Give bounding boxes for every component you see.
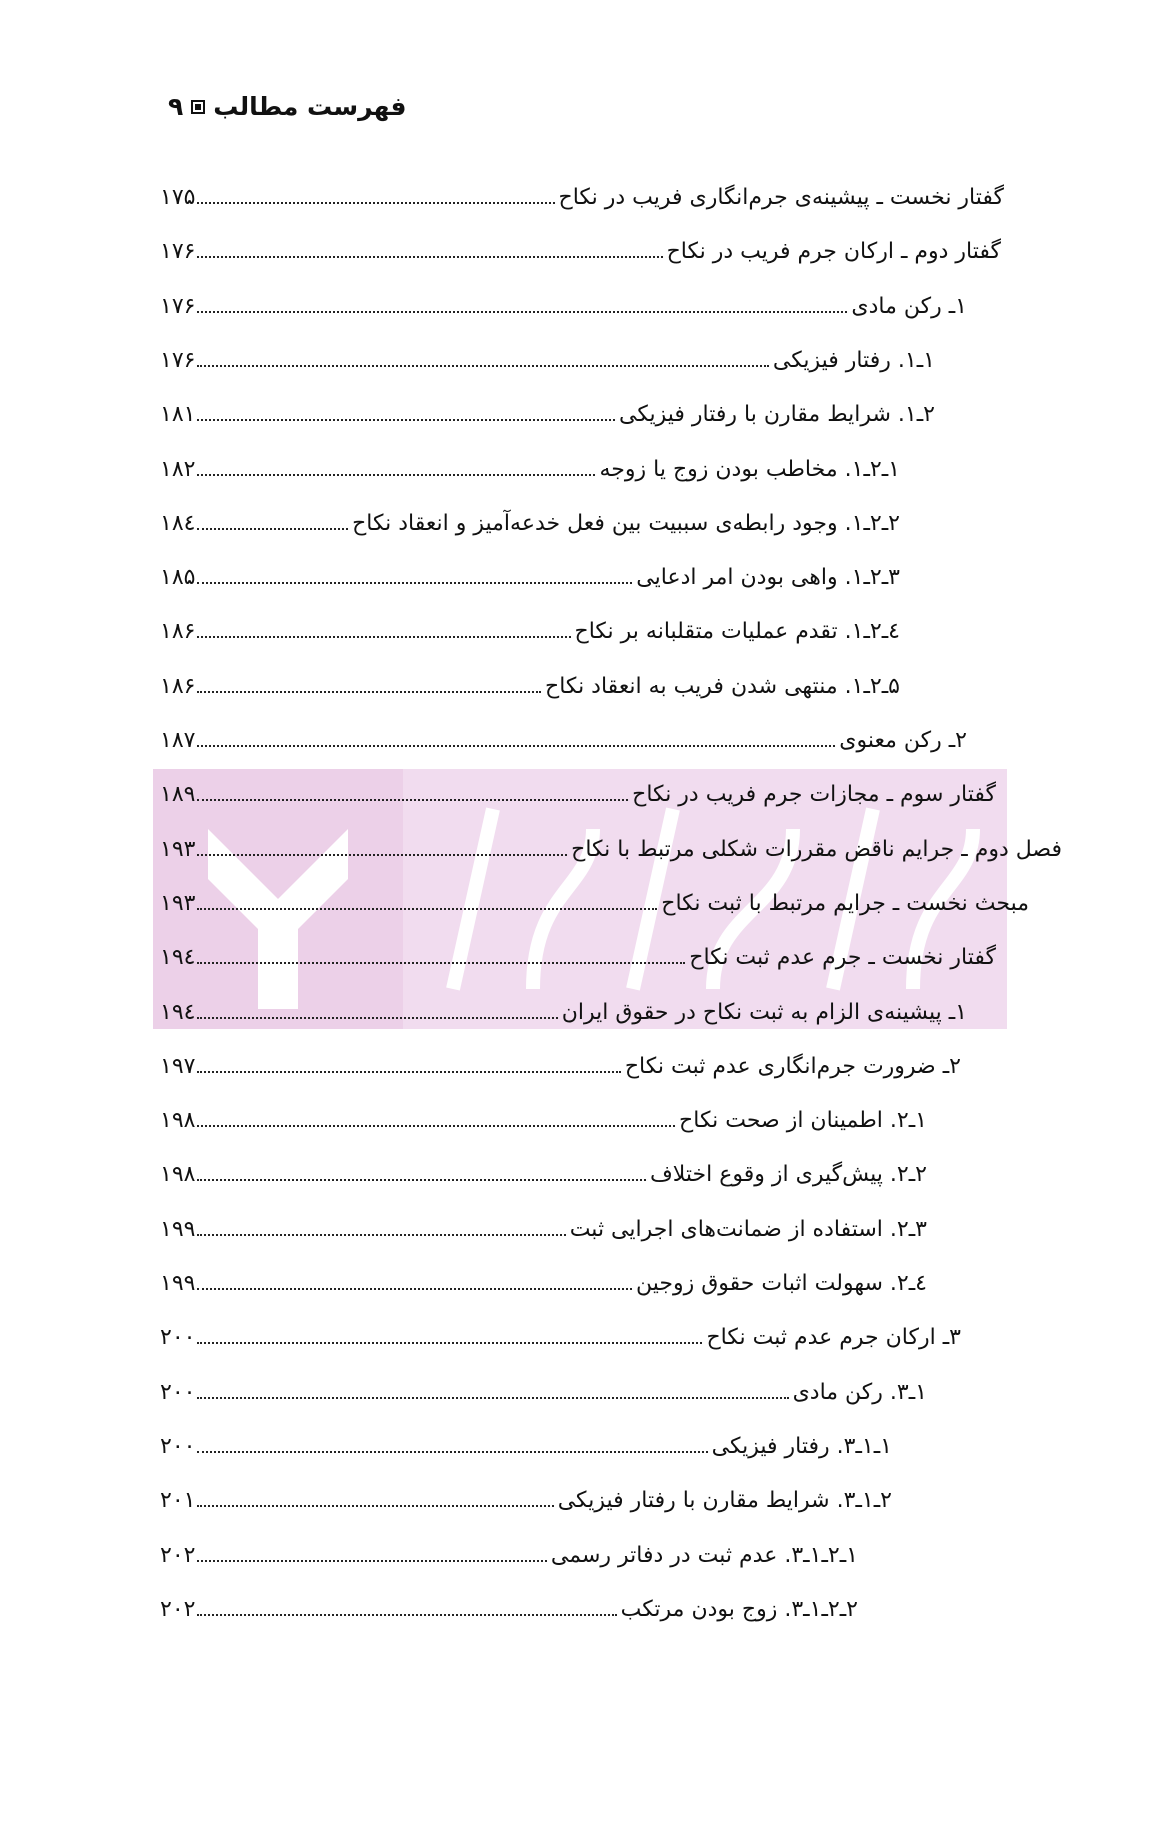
toc-entry-page: ۱۹۸: [160, 1108, 196, 1134]
toc-entry-title: ۱ـ رکن مادی: [851, 293, 967, 319]
toc-entry[interactable]: [160, 991, 967, 1025]
toc-entry[interactable]: [160, 1534, 858, 1568]
toc-entry[interactable]: [160, 448, 900, 482]
dot-leader: [197, 962, 685, 964]
toc-entry-title: مبحث نخست ـ جرایم مرتبط با ثبت نکاح: [661, 890, 1029, 916]
dot-leader: [197, 1071, 620, 1073]
dot-leader: [197, 1560, 546, 1562]
toc-entry[interactable]: [160, 1045, 961, 1079]
toc-entry[interactable]: [160, 1425, 892, 1459]
toc-entry[interactable]: [160, 882, 1029, 916]
toc-entry[interactable]: [160, 1479, 892, 1513]
dot-leader: [197, 1614, 616, 1616]
dot-leader: [197, 1017, 557, 1019]
toc-entry[interactable]: [160, 230, 1001, 264]
toc-entry-title: فصل دوم ـ جرایم ناقض مقررات شکلی مرتبط با نکاح: [571, 836, 1062, 862]
toc-entry-title: ۲ـ۲ـ۱. وجود رابطه‌ی سببیت بین فعل خدعه‌آمیز و انعقاد نکاح: [352, 510, 900, 536]
toc-entry-title: ٤ـ۲ـ۱. تقدم عملیات متقلبانه بر نکاح: [574, 619, 900, 645]
toc-entry-title: ۳ـ ارکان جرم عدم ثبت نکاح: [706, 1325, 961, 1351]
toc-entry-title: ۲ـ۲. پیش‌گیری از وقوع اختلاف: [649, 1162, 927, 1188]
header-title: فهرست مطالب: [213, 92, 407, 121]
toc-entry-page: ۱۹۳: [160, 836, 196, 862]
toc-entry[interactable]: [160, 828, 1062, 862]
dot-leader: [197, 528, 348, 530]
toc-entry-page: ۱۷۵: [160, 185, 196, 210]
dot-leader: [197, 582, 632, 584]
toc-entry-title: ۱ـ۲. اطمینان از صحت نکاح: [679, 1108, 927, 1134]
toc-entry-page: ۱۸۶: [160, 619, 196, 645]
toc-entry-title: ۲ـ رکن معنوی: [839, 728, 967, 753]
toc-entry[interactable]: [160, 1588, 858, 1622]
toc-entry-title: گفتار نخست ـ پیشینه‌ی جرم‌انگاری فریب در نکاح: [558, 185, 1004, 210]
toc-entry-page: ۱۸۹: [160, 782, 196, 808]
toc-entry[interactable]: [160, 176, 1004, 210]
toc-entry[interactable]: [160, 1371, 927, 1405]
dot-leader: [197, 419, 615, 421]
toc-entry[interactable]: [160, 1099, 927, 1133]
toc-entry[interactable]: [160, 936, 996, 970]
toc-entry-page: ۱۹۸: [160, 1162, 196, 1188]
toc-entry-title: ۱ـ پیشینه‌ی الزام به ثبت نکاح در حقوق ایران: [561, 999, 967, 1025]
toc-entry[interactable]: [160, 393, 935, 427]
page-number: ۹: [168, 92, 184, 121]
toc-entry-page: ۱۷۶: [160, 293, 196, 319]
toc-entry[interactable]: [160, 1208, 927, 1242]
dot-leader: [197, 745, 835, 747]
dot-leader: [197, 256, 662, 258]
dot-leader: [197, 365, 768, 367]
toc-entry-page: ۱۸۷: [160, 728, 196, 753]
toc-entry-title: ۱ـ۲ـ۱. مخاطب بودن زوج یا زوجه: [599, 456, 900, 482]
toc-entry-title: ۲ـ ضرورت جرم‌انگاری عدم ثبت نکاح: [624, 1053, 961, 1079]
toc-entry-title: ۱ـ۱. رفتار فیزیکی: [772, 347, 935, 373]
toc-entry[interactable]: [160, 665, 900, 699]
toc-entry-page: ۲۰۰: [160, 1433, 196, 1459]
toc-entry-title: گفتار نخست ـ جرم عدم ثبت نکاح: [689, 945, 996, 971]
toc-entry-page: ۱۹۳: [160, 890, 196, 916]
dot-leader: [197, 311, 847, 313]
toc-entry-title: ۲ـ۱. شرایط مقارن با رفتار فیزیکی: [619, 402, 935, 428]
toc-entry-page: ۱۸۵: [160, 565, 196, 591]
dot-leader: [197, 202, 554, 204]
toc-entry-title: ۱ـ۱ـ۳. رفتار فیزیکی: [711, 1433, 892, 1459]
toc-entry-page: ۱۸٤: [160, 510, 196, 536]
toc-entry-page: ۲۰۰: [160, 1379, 196, 1405]
dot-leader: [197, 854, 567, 856]
toc-entry[interactable]: [160, 1262, 927, 1296]
dot-leader: [197, 1179, 646, 1181]
toc-entry-title: گفتار دوم ـ ارکان جرم فریب در نکاح: [666, 239, 1001, 265]
toc-entry-page: ۱۹۷: [160, 1053, 196, 1079]
toc-entry-title: ۲ـ۱ـ۳. شرایط مقارن با رفتار فیزیکی: [557, 1488, 892, 1514]
toc-entry-page: ۲۰۲: [160, 1542, 196, 1568]
toc-entry-title: ۱ـ۲ـ۱ـ۳. عدم ثبت در دفاتر رسمی: [550, 1542, 858, 1568]
toc-entry[interactable]: [160, 1153, 927, 1187]
toc-entry-title: ۳ـ۲ـ۱. واهی بودن امر ادعایی: [636, 565, 900, 591]
toc-entry-page: ۱۸۱: [160, 402, 196, 428]
toc-entry-title: گفتار سوم ـ مجازات جرم فریب در نکاح: [632, 782, 996, 808]
toc-entry-page: ۱۹٤: [160, 999, 196, 1025]
toc-entry-page: ۱۹۹: [160, 1271, 196, 1296]
toc-entry[interactable]: [160, 610, 900, 644]
dot-leader: [197, 474, 595, 476]
page-header: [168, 92, 407, 121]
toc-entry[interactable]: [160, 719, 967, 753]
toc-entry-page: ۲۰۲: [160, 1596, 196, 1622]
toc-entry[interactable]: [160, 339, 935, 373]
toc-entry-title: ۱ـ۳. رکن مادی: [792, 1379, 927, 1405]
toc-entry-title: ۲ـ۲ـ۱ـ۳. زوج بودن مرتکب: [620, 1596, 858, 1622]
dot-leader: [197, 1342, 702, 1344]
toc-entry-title: ۳ـ۲. استفاده از ضمانت‌های اجرایی ثبت: [569, 1216, 927, 1242]
dot-leader: [197, 1288, 632, 1290]
toc-entry-page: ۲۰۰: [160, 1325, 196, 1351]
toc-entry-page: ۱۹٤: [160, 945, 196, 971]
toc-entry-page: ۱۷۶: [160, 347, 196, 373]
dot-leader: [197, 691, 541, 693]
toc-entry[interactable]: [160, 556, 900, 590]
toc-entry-title: ۵ـ۲ـ۱. منتهی شدن فریب به انعقاد نکاح: [545, 673, 900, 699]
toc-entry-page: ۱۷۶: [160, 239, 196, 265]
dot-leader: [197, 908, 657, 910]
toc-entry-page: ۲۰۱: [160, 1488, 196, 1514]
toc-entry-title: ٤ـ۲. سهولت اثبات حقوق زوجین: [635, 1271, 927, 1296]
dot-leader: [197, 799, 628, 801]
toc-entry-page: ۱۸۲: [160, 456, 196, 482]
dot-leader: [197, 636, 570, 638]
dot-leader: [197, 1234, 565, 1236]
dot-leader: [197, 1125, 675, 1127]
toc-entry-page: ۱۸۶: [160, 673, 196, 699]
toc-entry-page: ۱۹۹: [160, 1216, 196, 1242]
square-bullet-icon: [191, 100, 205, 114]
toc-entry[interactable]: [160, 1316, 961, 1350]
toc-entry[interactable]: [160, 285, 967, 319]
dot-leader: [197, 1505, 553, 1507]
dot-leader: [197, 1451, 707, 1453]
toc-entry[interactable]: [160, 502, 900, 536]
dot-leader: [197, 1397, 788, 1399]
toc-entry[interactable]: [160, 773, 996, 807]
